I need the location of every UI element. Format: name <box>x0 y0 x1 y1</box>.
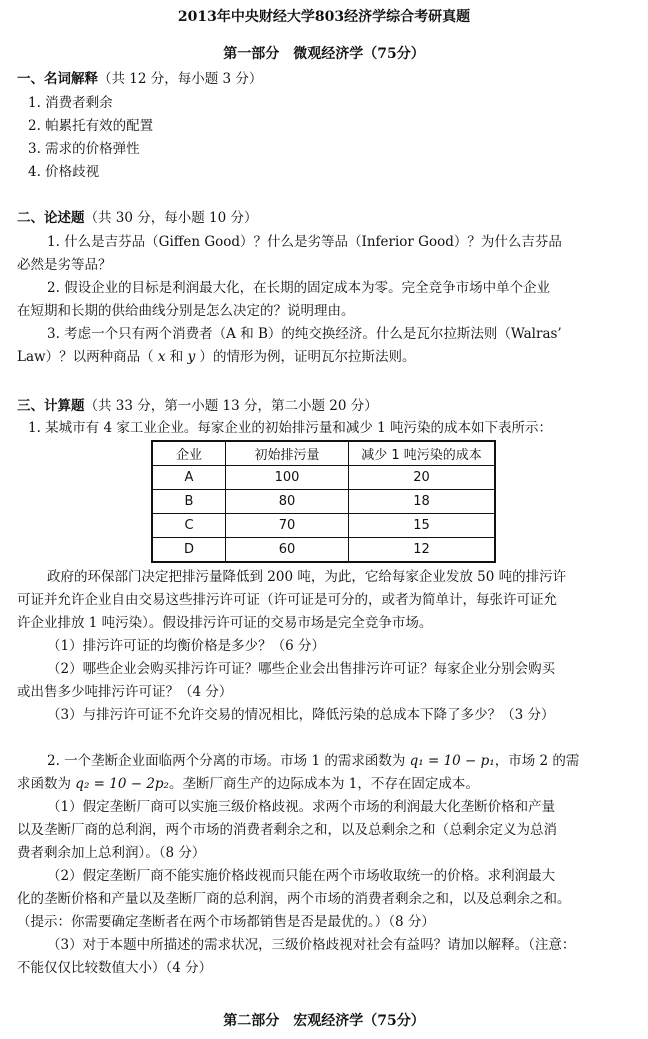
var-x: x <box>157 349 166 365</box>
sec3-q2-text-c: 求函数为 <box>17 776 71 792</box>
var-y: y <box>187 349 196 365</box>
table-cell: D <box>152 538 226 563</box>
sec2-q3-text-a: Law）？以两种商品（ <box>17 349 154 365</box>
sec3-q1-sub-2b: 或出售多少吨排污许可证？（4 分） <box>17 684 233 700</box>
sec3-q2-line2 <box>17 775 479 793</box>
sec3-q2-sub-3a: （3）对于本题中所描述的需求状况，三级价格歧视对社会有益吗？请加以解释。（注意： <box>47 937 576 953</box>
sec3-q2-sub-2a: （2）假定垄断厂商不能实施价格歧视而只能在两个市场收取统一的价格。求利润最大 <box>47 868 556 884</box>
demand-eq-1: q₁ = 10 − p₁ <box>409 753 495 769</box>
sec3-q2-text-a: 2. 一个垄断企业面临两个分离的市场。市场 1 的需求函数为 <box>47 753 406 769</box>
sec3-q2-line1 <box>47 752 579 770</box>
sec3-q1-sub-3: （3）与排污许可证不允许交易的情况相比，降低污染的总成本下降了多少？（3 分） <box>47 707 555 723</box>
sec2-q1-line1: 1. 什么是吉芬品（Giffen Good）？什么是劣等品（Inferior Good）？为什么吉芬品 <box>47 234 562 250</box>
sec2-q2-line2: 在短期和长期的供给曲线分别是怎么决定的？说明理由。 <box>17 303 355 319</box>
table-header-emission: 初始排污量 <box>226 441 349 466</box>
sec3-q2-sub-3b: 不能仅仅比较数值大小）（4 分） <box>17 960 213 976</box>
sec2-heading-line <box>17 209 258 227</box>
sec2-q2-line1: 2. 假设企业的目标是利润最大化，在长期的固定成本为零。完全竞争市场中单个企业 <box>47 280 551 296</box>
table-row <box>152 490 495 514</box>
sec3-q2-sub-1a: （1）假定垄断厂商可以实施三级价格歧视。求两个市场的利润最大化垄断价格和产量 <box>47 799 556 815</box>
sec1-item-1: 1. 消费者剩余 <box>28 95 113 111</box>
table-row <box>152 466 495 490</box>
table-header-row <box>152 441 495 466</box>
sec3-note: （共 33 分，第一小题 13 分，第二小题 20 分） <box>84 398 378 414</box>
sec1-item-4: 4. 价格歧视 <box>28 164 100 180</box>
sec3-q2-text-b: ，市场 2 的需 <box>494 753 580 769</box>
sec3-q2-text-d: 。垄断厂商生产的边际成本为 1，不存在固定成本。 <box>168 776 479 792</box>
sec1-item-2: 2. 帕累托有效的配置 <box>28 118 154 134</box>
sec2-note: （共 30 分，每小题 10 分） <box>84 210 258 226</box>
sec3-heading: 三、计算题 <box>17 398 85 414</box>
table-row <box>152 538 495 563</box>
table-cell: 80 <box>226 490 349 514</box>
sec2-q3-line2 <box>17 348 416 366</box>
table-header-firm: 企业 <box>152 441 226 466</box>
table-cell: 70 <box>226 514 349 538</box>
table-cell: 15 <box>349 514 496 538</box>
sec1-item-3: 3. 需求的价格弹性 <box>28 141 140 157</box>
part1-heading: 第一部分 微观经济学（75分） <box>223 46 425 62</box>
sec3-q1-para-1: 政府的环保部门决定把排污量降低到 200 吨，为此，它给每家企业发放 50 吨的排污许 <box>47 569 567 585</box>
table-cell: 100 <box>226 466 349 490</box>
sec3-q1-intro: 1. 某城市有 4 家工业企业。每家企业的初始排污量和减少 1 吨污染的成本如下表所示： <box>28 420 553 436</box>
part2-heading: 第二部分 宏观经济学（75分） <box>223 1013 425 1029</box>
sec2-heading: 二、论述题 <box>17 210 85 226</box>
table-row <box>152 514 495 538</box>
sec3-q1-para-2: 可证并允许企业自由交易这些排污许可证（许可证是可分的，或者为简单计，每张许可证允 <box>17 592 557 608</box>
sec3-q1-sub-1: （1）排污许可证的均衡价格是多少？（6 分） <box>47 638 325 654</box>
sec3-q1-para-3: 许企业排放 1 吨污染）。假设排污许可证的交易市场是完全竞争市场。 <box>17 615 433 631</box>
sec1-heading: 一、名词解释 <box>17 71 98 87</box>
sec3-q2-sub-1c: 费者剩余加上总利润）。（8 分） <box>17 845 206 861</box>
sec2-q3-line1: 3. 考虑一个只有两个消费者（A 和 B）的纯交换经济。什么是瓦尔拉斯法则（Walras’ <box>47 326 562 342</box>
table-cell: 20 <box>349 466 496 490</box>
sec3-q2-sub-2b: 化的垄断价格和产量以及垄断厂商的总利润，两个市场的消费者剩余之和，以及总剩余之和。 <box>17 891 571 907</box>
table-cell: 12 <box>349 538 496 563</box>
sec2-q1-line2: 必然是劣等品？ <box>17 257 112 273</box>
sec3-q2-sub-1b: 以及垄断厂商的总利润，两个市场的消费者剩余之和，以及总剩余之和（总剩余定义为总消 <box>17 822 557 838</box>
sec3-heading-line <box>17 397 378 415</box>
demand-eq-2: q₂ = 10 − 2p₂ <box>75 776 169 792</box>
table-cell: A <box>152 466 226 490</box>
table-cell: 18 <box>349 490 496 514</box>
table-cell: B <box>152 490 226 514</box>
table-cell: 60 <box>226 538 349 563</box>
sec1-heading-line <box>17 70 262 88</box>
sec3-q2-sub-2c: （提示：你需要确定垄断者在两个市场都销售是否是最优的。）（8 分） <box>17 914 435 930</box>
sec2-q3-text-b: ）的情形为例，证明瓦尔拉斯法则。 <box>199 349 416 365</box>
document-title: 2013年中央财经大学803经济学综合考研真题 <box>177 9 471 25</box>
sec1-note: （共 12 分，每小题 3 分） <box>98 71 263 87</box>
sec2-q3-and: 和 <box>169 349 184 365</box>
table-cell: C <box>152 514 226 538</box>
pollution-table <box>151 440 496 563</box>
table-header-cost: 减少 1 吨污染的成本 <box>349 441 496 466</box>
sec3-q1-sub-2a: （2）哪些企业会购买排污许可证？哪些企业会出售排污许可证？每家企业分别会购买 <box>47 661 556 677</box>
